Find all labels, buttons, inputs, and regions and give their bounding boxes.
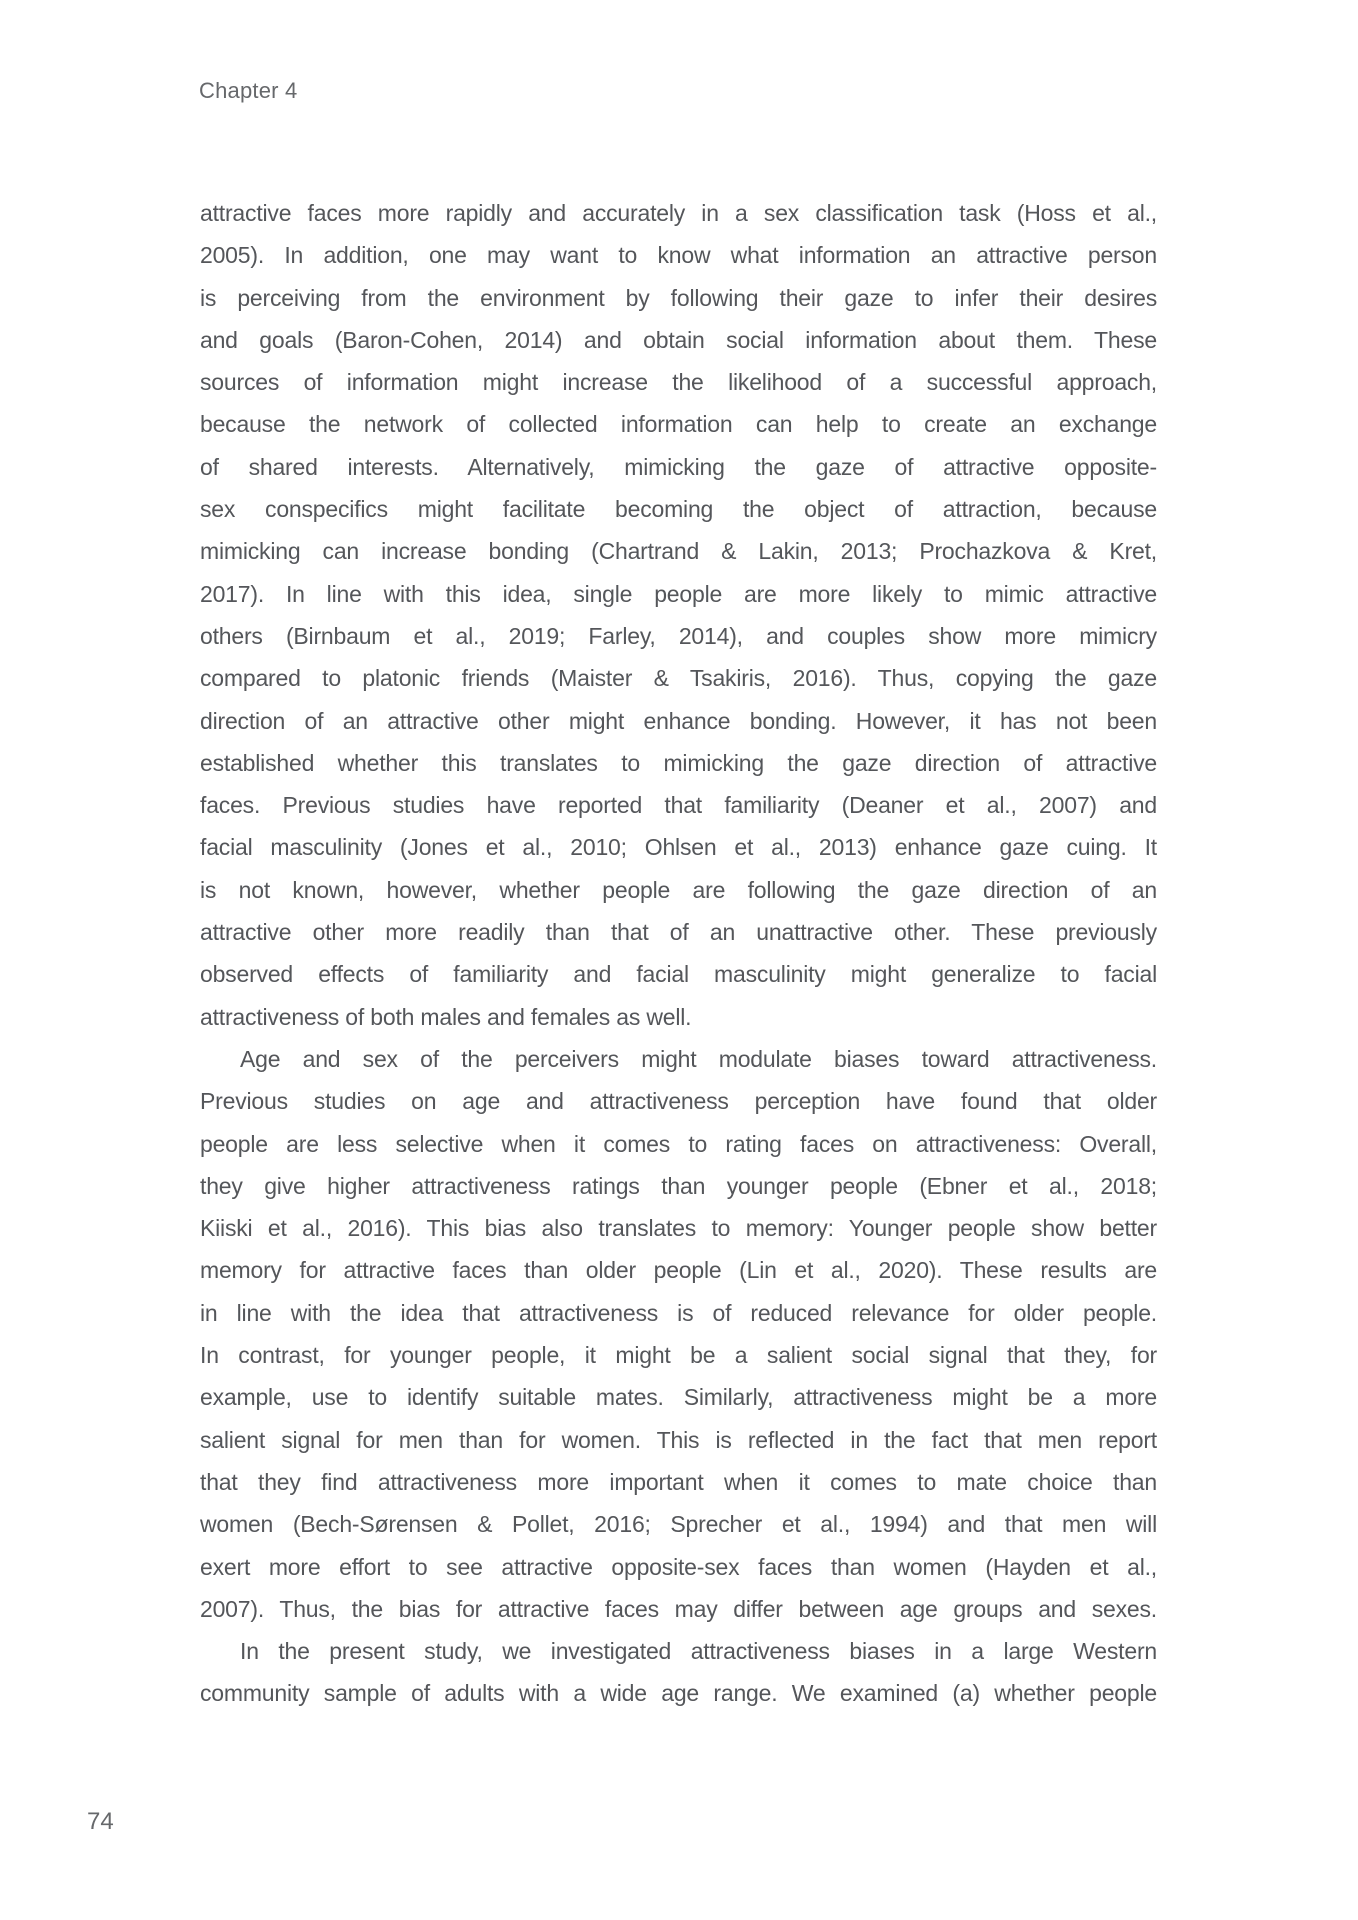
text-line: community sample of adults with a wide age range. We examined (a) whether people [200, 1680, 1157, 1707]
text-line: In contrast, for younger people, it might be a salient social signal that they, for [200, 1342, 1157, 1369]
text-line: people are less selective when it comes to rating faces on attractiveness: Overall, [200, 1130, 1157, 1157]
paragraph-1 [200, 192, 1157, 1038]
text-line: In the present study, we investigated attractiveness biases in a large Western [240, 1638, 1157, 1665]
text-line: is not known, however, whether people are following the gaze direction of an [200, 876, 1157, 903]
text-line: 2017). In line with this idea, single people are more likely to mimic attractive [200, 580, 1157, 607]
text-line: direction of an attractive other might enhance bonding. However, it has not been [200, 707, 1157, 734]
text-line: in line with the idea that attractiveness is of reduced relevance for older people. [200, 1299, 1157, 1326]
text-line: is perceiving from the environment by following their gaze to infer their desires [200, 284, 1157, 311]
text-line: because the network of collected information can help to create an exchange [200, 411, 1157, 438]
text-line: example, use to identify suitable mates. Similarly, attractiveness might be a more [200, 1384, 1157, 1411]
text-line: faces. Previous studies have reported that familiarity (Deaner et al., 2007) and [200, 792, 1157, 819]
text-line: established whether this translates to mimicking the gaze direction of attractive [200, 749, 1157, 776]
text-line: salient signal for men than for women. This is reflected in the fact that men report [200, 1426, 1157, 1453]
text-line: exert more effort to see attractive opposite-sex faces than women (Hayden et al., [200, 1553, 1157, 1580]
chapter-header: Chapter 4 [199, 78, 298, 103]
text-line: attractive other more readily than that of an unattractive other. These previously [200, 919, 1157, 946]
text-line: sex conspecifics might facilitate becoming the object of attraction, because [200, 496, 1157, 523]
text-line: they give higher attractiveness ratings than younger people (Ebner et al., 2018; [200, 1172, 1157, 1199]
paragraph-2 [200, 1038, 1157, 1630]
text-line: Age and sex of the perceivers might modulate biases toward attractiveness. [240, 1045, 1157, 1072]
text-line: that they find attractiveness more important when it comes to mate choice than [200, 1468, 1157, 1495]
text-line: and goals (Baron-Cohen, 2014) and obtain social information about them. These [200, 326, 1157, 353]
text-line: 2005). In addition, one may want to know what information an attractive person [200, 242, 1157, 269]
page-number: 74 [87, 1808, 114, 1835]
text-line: of shared interests. Alternatively, mimicking the gaze of attractive opposite- [200, 453, 1157, 480]
text-line: attractive faces more rapidly and accurately in a sex classification task (Hoss et al., [200, 200, 1157, 226]
text-line: Kiiski et al., 2016). This bias also translates to memory: Younger people show better [200, 1215, 1157, 1242]
text-line: attractiveness of both males and females as well. [200, 1003, 692, 1030]
text-line: facial masculinity (Jones et al., 2010; Ohlsen et al., 2013) enhance gaze cuing. It [200, 834, 1157, 861]
paragraph-3 [200, 1630, 1157, 1715]
body-text [200, 192, 1157, 1715]
text-line: Previous studies on age and attractiveness perception have found that older [200, 1088, 1157, 1115]
text-line: compared to platonic friends (Maister & Tsakiris, 2016). Thus, copying the gaze [200, 665, 1157, 692]
text-line: others (Birnbaum et al., 2019; Farley, 2014), and couples show more mimicry [200, 622, 1157, 649]
text-line: memory for attractive faces than older people (Lin et al., 2020). These results are [200, 1257, 1157, 1284]
text-line: women (Bech-Sørensen & Pollet, 2016; Sprecher et al., 1994) and that men will [200, 1511, 1157, 1538]
text-line: sources of information might increase the likelihood of a successful approach, [200, 369, 1157, 396]
text-line: 2007). Thus, the bias for attractive faces may differ between age groups and sexes. [200, 1595, 1157, 1622]
text-line: observed effects of familiarity and facial masculinity might generalize to facial [200, 961, 1157, 988]
text-line: mimicking can increase bonding (Chartrand & Lakin, 2013; Prochazkova & Kret, [200, 538, 1157, 565]
